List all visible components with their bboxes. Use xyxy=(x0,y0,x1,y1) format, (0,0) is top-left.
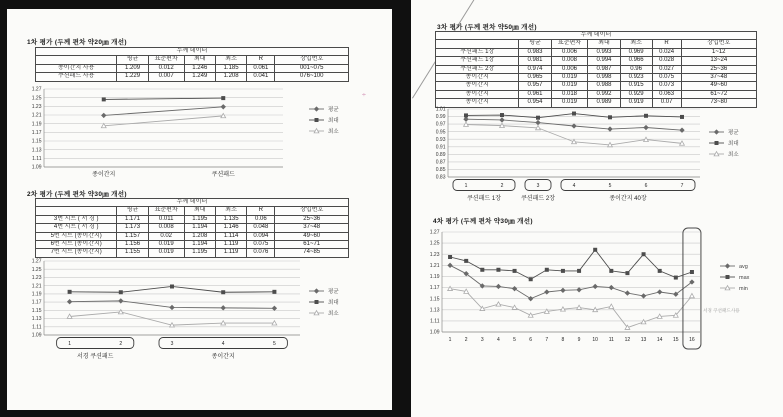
table-cell: 0.076 xyxy=(247,249,275,257)
table-cell: 1.155 xyxy=(117,249,148,257)
thickness-table-1 xyxy=(35,47,349,82)
svg-text:쿠션패드: 쿠션패드 xyxy=(211,172,235,178)
svg-text:0.89: 0.89 xyxy=(435,151,446,158)
svg-text:1.27: 1.27 xyxy=(31,258,42,265)
table-cell: 0.992 xyxy=(588,90,620,98)
scanned-page-2 xyxy=(411,0,783,417)
svg-text:1.15: 1.15 xyxy=(31,307,42,314)
table-cell: 0.019 xyxy=(551,99,588,107)
table-cell: 0.06 xyxy=(247,215,275,223)
table-cell: 0.041 xyxy=(247,73,275,81)
table-row xyxy=(436,57,757,65)
svg-text:16: 16 xyxy=(689,337,695,343)
svg-text:8: 8 xyxy=(561,337,565,343)
table-cell: 37~48 xyxy=(681,74,756,82)
table-cell: 0.019 xyxy=(551,74,588,82)
svg-text:9: 9 xyxy=(577,337,581,343)
table-cell: 0.075 xyxy=(652,74,681,82)
svg-text:1.09: 1.09 xyxy=(31,332,42,339)
svg-text:5: 5 xyxy=(273,341,276,347)
svg-text:1.25: 1.25 xyxy=(31,266,42,273)
table-cell: 0.989 xyxy=(588,99,620,107)
svg-text:14: 14 xyxy=(656,337,663,343)
svg-text:4: 4 xyxy=(497,337,500,343)
svg-text:0.85: 0.85 xyxy=(435,167,446,174)
scanned-page-1 xyxy=(7,9,392,410)
table-cell: 1.195 xyxy=(184,215,215,223)
table-cell: 0.923 xyxy=(620,74,652,82)
svg-text:0.97: 0.97 xyxy=(435,121,446,128)
table-row xyxy=(436,74,757,82)
svg-text:0.83: 0.83 xyxy=(435,174,446,181)
table-cell: 1~12 xyxy=(681,48,756,56)
table-cell: 73~80 xyxy=(681,99,756,107)
table-cell: 0.024 xyxy=(652,48,681,56)
table-cell: 0.007 xyxy=(148,73,184,81)
svg-text:종이간지: 종이간지 xyxy=(211,354,235,360)
svg-text:1.13: 1.13 xyxy=(31,316,42,323)
table-row xyxy=(36,232,349,240)
table-cell: 61~71 xyxy=(275,241,349,249)
svg-text:1.09: 1.09 xyxy=(31,164,42,171)
table-cell: 0.919 xyxy=(620,99,652,107)
svg-text:1.23: 1.23 xyxy=(429,251,440,258)
table-cell: 1.194 xyxy=(184,241,215,249)
svg-text:최대: 최대 xyxy=(328,299,339,306)
table-row xyxy=(36,64,349,72)
table-cell: 0.018 xyxy=(551,90,588,98)
svg-text:7: 7 xyxy=(545,337,549,343)
svg-text:0.99: 0.99 xyxy=(435,114,446,121)
row-label: 종이간지 xyxy=(436,99,519,107)
table-cell: 0.974 xyxy=(519,65,551,73)
table-cell: 0.987 xyxy=(588,65,620,73)
table-cell: 1.156 xyxy=(117,241,148,249)
svg-text:2: 2 xyxy=(119,341,123,347)
svg-text:0.95: 0.95 xyxy=(435,129,446,136)
table-cell: 1.209 xyxy=(117,64,148,72)
svg-text:1.17: 1.17 xyxy=(429,285,440,292)
table-group-header: 두께 데이터 xyxy=(436,32,757,40)
svg-text:최대: 최대 xyxy=(328,117,339,124)
svg-text:1.11: 1.11 xyxy=(430,318,440,325)
row-label: 종이간지 xyxy=(436,90,519,98)
svg-text:최소: 최소 xyxy=(328,310,339,317)
row-label: 6번 시트 (종이간지) xyxy=(36,241,117,249)
table-cell: 1.119 xyxy=(215,241,246,249)
table-column-header: 평균 표준편차 최대 최소 R 장입번호 xyxy=(436,40,757,48)
evaluation-chart-3 xyxy=(421,104,773,210)
svg-text:1.23: 1.23 xyxy=(31,103,42,110)
evaluation-chart-1 xyxy=(17,83,357,187)
table-cell: 0.965 xyxy=(519,74,551,82)
svg-text:3: 3 xyxy=(170,341,174,347)
table-cell: 0.019 xyxy=(148,249,184,257)
thickness-table-2 xyxy=(35,198,349,258)
table-row xyxy=(436,90,757,98)
table-cell: 0.073 xyxy=(652,82,681,90)
table-cell: 49~60 xyxy=(681,82,756,90)
svg-text:4: 4 xyxy=(572,183,576,189)
svg-text:avg: avg xyxy=(739,263,748,270)
table-cell: 0.96 xyxy=(620,65,652,73)
svg-text:평균: 평균 xyxy=(728,129,739,136)
svg-text:1.21: 1.21 xyxy=(31,283,42,290)
table-cell: 076~100 xyxy=(275,73,349,81)
row-label: 5번 시트 (종이간지) xyxy=(36,232,117,240)
svg-text:서경 쿠션패드: 서경 쿠션패드 xyxy=(76,354,114,360)
svg-text:1.09: 1.09 xyxy=(429,329,440,336)
table-cell: 74~85 xyxy=(275,249,349,257)
section-1-title: 1차 평가 (두께 편차 약20㎛ 개선) xyxy=(27,39,127,46)
row-label: 7번 시트 (종이간지) xyxy=(36,249,117,257)
section-4-title: 4차 평가 (두께 편차 약30㎛ 개선) xyxy=(433,218,533,225)
row-label: 쿠션패드 사용 xyxy=(36,73,117,81)
svg-text:4: 4 xyxy=(221,341,225,347)
table-cell: 61~72 xyxy=(681,90,756,98)
svg-text:2: 2 xyxy=(464,337,468,343)
table-cell: 001~075 xyxy=(275,64,349,72)
table-cell: 25~36 xyxy=(681,65,756,73)
table-cell: 1.157 xyxy=(117,232,148,240)
table-cell: 1.135 xyxy=(215,215,246,223)
table-row xyxy=(36,215,349,223)
table-cell: 1.195 xyxy=(184,249,215,257)
svg-text:1: 1 xyxy=(464,183,468,189)
svg-text:1.21: 1.21 xyxy=(31,112,42,119)
table-cell: 0.993 xyxy=(588,48,620,56)
svg-text:최소: 최소 xyxy=(328,128,339,135)
svg-text:1.21: 1.21 xyxy=(429,262,440,269)
thickness-table-3 xyxy=(435,31,757,108)
table-cell: 1.173 xyxy=(117,224,148,232)
table-cell: 0.957 xyxy=(519,82,551,90)
svg-text:0.93: 0.93 xyxy=(435,136,446,143)
table-cell: 0.981 xyxy=(519,57,551,65)
handwritten-mark: ÷ xyxy=(362,92,366,99)
svg-text:쿠션패드 1장: 쿠션패드 1장 xyxy=(467,196,501,202)
table-column-header: 평균 표준편차 최대 최소 R 장입번호 xyxy=(36,56,349,64)
row-label: 쿠션패드 1장 xyxy=(436,57,519,65)
svg-text:1.01: 1.01 xyxy=(435,106,446,113)
table-cell: 1.208 xyxy=(184,232,215,240)
svg-text:2: 2 xyxy=(500,183,504,189)
row-label: 종이간지 사용 xyxy=(36,64,117,72)
svg-text:1.15: 1.15 xyxy=(429,296,440,303)
svg-text:종이간지: 종이간지 xyxy=(92,172,116,178)
table-cell: 0.006 xyxy=(551,48,588,56)
table-row xyxy=(36,224,349,232)
table-cell: 0.02 xyxy=(148,232,184,240)
svg-text:3: 3 xyxy=(480,337,484,343)
table-cell: 0.008 xyxy=(148,224,184,232)
table-column-header: 평균 표준편차 최대 최소 R 장입번호 xyxy=(36,207,349,215)
svg-text:1.17: 1.17 xyxy=(31,129,42,136)
table-cell: 1.249 xyxy=(184,73,215,81)
svg-text:종이간지 40장: 종이간지 40장 xyxy=(609,196,647,202)
table-cell: 49~60 xyxy=(275,232,349,240)
svg-text:평균: 평균 xyxy=(328,106,339,113)
table-cell: 0.019 xyxy=(551,82,588,90)
table-cell: 0.07 xyxy=(652,99,681,107)
row-label: 종이간지 xyxy=(436,82,519,90)
svg-text:평균: 평균 xyxy=(328,288,339,295)
table-cell: 0.954 xyxy=(519,99,551,107)
table-cell: 0.011 xyxy=(148,215,184,223)
svg-text:12: 12 xyxy=(624,337,631,343)
table-cell: 1.114 xyxy=(215,232,246,240)
evaluation-chart-4 xyxy=(417,226,777,350)
table-cell: 0.983 xyxy=(519,48,551,56)
row-label: 3번 시트 ( 서 경 ) xyxy=(36,215,117,223)
table-cell: 1.185 xyxy=(215,64,246,72)
svg-text:1.11: 1.11 xyxy=(32,324,42,331)
table-cell: 0.048 xyxy=(247,224,275,232)
svg-text:쿠션패드 2장: 쿠션패드 2장 xyxy=(521,196,555,202)
svg-text:1.15: 1.15 xyxy=(31,138,42,145)
svg-text:15: 15 xyxy=(673,337,679,343)
table-cell: 1.171 xyxy=(117,215,148,223)
table-group-header: 두께 데이터 xyxy=(36,199,349,207)
svg-text:1.19: 1.19 xyxy=(429,274,440,281)
svg-text:6: 6 xyxy=(529,337,533,343)
svg-text:1.27: 1.27 xyxy=(429,229,440,236)
table-row xyxy=(436,65,757,73)
svg-text:1.19: 1.19 xyxy=(31,291,42,298)
table-row xyxy=(436,48,757,56)
table-cell: 0.027 xyxy=(652,65,681,73)
svg-text:1.13: 1.13 xyxy=(429,307,440,314)
table-cell: 0.094 xyxy=(247,232,275,240)
svg-text:max: max xyxy=(739,274,750,281)
table-cell: 0.966 xyxy=(620,57,652,65)
svg-text:10: 10 xyxy=(592,337,598,343)
table-row xyxy=(36,73,349,81)
table-cell: 0.028 xyxy=(652,57,681,65)
svg-text:5: 5 xyxy=(513,337,516,343)
svg-text:최대: 최대 xyxy=(728,140,739,147)
row-label: 4번 시트 ( 서 경 ) xyxy=(36,224,117,232)
svg-text:1: 1 xyxy=(448,337,452,343)
section-3-title: 3차 평가 (두께 편차 약50㎛ 개선) xyxy=(437,24,537,31)
table-cell: 0.988 xyxy=(588,82,620,90)
table-cell: 1.229 xyxy=(117,73,148,81)
table-cell: 0.994 xyxy=(588,57,620,65)
svg-text:7: 7 xyxy=(680,183,684,189)
svg-text:1.17: 1.17 xyxy=(31,299,42,306)
table-row xyxy=(36,241,349,249)
table-cell: 37~48 xyxy=(275,224,349,232)
svg-text:6: 6 xyxy=(644,183,648,189)
table-cell: 0.063 xyxy=(652,90,681,98)
svg-text:서경 쿠션패드사용: 서경 쿠션패드사용 xyxy=(702,308,740,313)
table-cell: 1.208 xyxy=(215,73,246,81)
svg-text:1.11: 1.11 xyxy=(32,155,42,162)
table-cell: 0.061 xyxy=(247,64,275,72)
table-cell: 0.075 xyxy=(247,241,275,249)
table-cell: 0.019 xyxy=(148,241,184,249)
table-cell: 0.961 xyxy=(519,90,551,98)
svg-text:13: 13 xyxy=(640,337,647,343)
row-label: 쿠션패드 2장 xyxy=(436,65,519,73)
table-cell: 0.915 xyxy=(620,82,652,90)
table-cell: 0.929 xyxy=(620,90,652,98)
svg-text:0.87: 0.87 xyxy=(435,159,446,166)
svg-text:최소: 최소 xyxy=(728,151,739,158)
table-group-header: 두께 데이터 xyxy=(36,48,349,56)
table-cell: 25~36 xyxy=(275,215,349,223)
table-cell: 1.246 xyxy=(184,64,215,72)
svg-text:1.25: 1.25 xyxy=(429,240,440,247)
table-cell: 1.119 xyxy=(215,249,246,257)
evaluation-chart-2 xyxy=(17,255,357,367)
svg-text:11: 11 xyxy=(608,337,614,343)
table-cell: 1.194 xyxy=(184,224,215,232)
svg-text:0.91: 0.91 xyxy=(435,144,446,151)
table-cell: 0.969 xyxy=(620,48,652,56)
table-row xyxy=(436,82,757,90)
row-label: 쿠션패드 1장 xyxy=(436,48,519,56)
table-cell: 0.998 xyxy=(588,74,620,82)
svg-text:min: min xyxy=(739,285,748,292)
section-2-title: 2차 평가 (두께 편차 약30㎛ 개선) xyxy=(27,191,127,198)
table-cell: 0.006 xyxy=(551,65,588,73)
svg-text:1.25: 1.25 xyxy=(31,95,42,102)
svg-text:1: 1 xyxy=(68,341,71,347)
table-cell: 1.146 xyxy=(215,224,246,232)
svg-text:1.27: 1.27 xyxy=(31,86,42,93)
svg-text:1.23: 1.23 xyxy=(31,275,42,282)
svg-text:5: 5 xyxy=(608,183,612,189)
row-label: 종이간지 xyxy=(436,74,519,82)
table-cell: 0.012 xyxy=(148,64,184,72)
svg-text:1.13: 1.13 xyxy=(31,147,42,154)
svg-text:1.19: 1.19 xyxy=(31,121,42,128)
table-cell: 0.008 xyxy=(551,57,588,65)
table-cell: 13~24 xyxy=(681,57,756,65)
svg-text:3: 3 xyxy=(536,183,540,189)
